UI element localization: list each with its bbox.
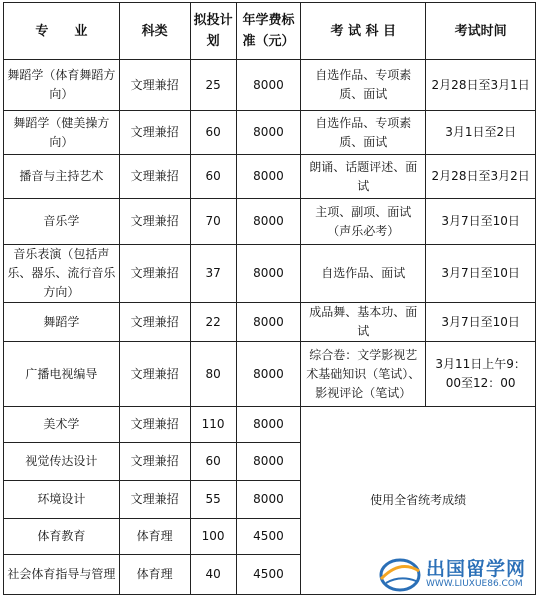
subjects-cell: 自选作品、专项素质、面试 [301, 111, 426, 155]
category-cell: 文理兼招 [119, 443, 190, 481]
category-cell: 体育理 [119, 555, 190, 595]
table-row [4, 199, 536, 245]
admission-table [3, 2, 536, 595]
plan-cell: 60 [190, 111, 236, 155]
site-watermark [378, 551, 534, 595]
header-subjects: 考 试 科 目 [301, 3, 426, 60]
category-cell: 文理兼招 [119, 111, 190, 155]
header-time: 考试时间 [426, 3, 536, 60]
time-cell: 3月7日至10日 [426, 303, 536, 342]
table-row [4, 245, 536, 303]
fee-cell: 8000 [236, 481, 301, 519]
major-cell: 音乐表演（包括声乐、器乐、流行音乐方向） [4, 245, 120, 303]
category-cell: 文理兼招 [119, 245, 190, 303]
fee-cell: 8000 [236, 199, 301, 245]
category-cell: 文理兼招 [119, 481, 190, 519]
watermark-text: 出国留学网 [426, 558, 527, 580]
subjects-cell: 主项、副项、面试（声乐必考） [301, 199, 426, 245]
major-cell: 舞蹈学（体育舞蹈方向） [4, 60, 120, 111]
major-cell: 播音与主持艺术 [4, 155, 120, 199]
table-row [4, 303, 536, 342]
major-cell: 环境设计 [4, 481, 120, 519]
table-row [4, 155, 536, 199]
time-cell: 3月11日上午9：00至12：00 [426, 342, 536, 407]
watermark-url: WWW.LIUXUE86.COM [426, 579, 523, 589]
plan-cell: 25 [190, 60, 236, 111]
plan-cell: 110 [190, 407, 236, 443]
time-cell: 3月7日至10日 [426, 245, 536, 303]
major-cell: 舞蹈学（健美操方向） [4, 111, 120, 155]
plan-cell: 37 [190, 245, 236, 303]
major-cell: 体育教育 [4, 519, 120, 555]
fee-cell: 4500 [236, 555, 301, 595]
plan-cell: 100 [190, 519, 236, 555]
subjects-cell: 综合卷：文学影视艺术基础知识（笔试）、影视评论（笔试） [301, 342, 426, 407]
table-row [4, 60, 536, 111]
fee-cell: 8000 [236, 60, 301, 111]
time-cell: 3月1日至2日 [426, 111, 536, 155]
category-cell: 文理兼招 [119, 303, 190, 342]
subjects-cell: 自选作品、专项素质、面试 [301, 60, 426, 111]
header-row [4, 3, 536, 60]
fee-cell: 4500 [236, 519, 301, 555]
time-cell: 3月7日至10日 [426, 199, 536, 245]
category-cell: 文理兼招 [119, 407, 190, 443]
major-cell: 舞蹈学 [4, 303, 120, 342]
fee-cell: 8000 [236, 111, 301, 155]
subjects-cell: 朗诵、话题评述、面试 [301, 155, 426, 199]
major-cell: 美术学 [4, 407, 120, 443]
plan-cell: 70 [190, 199, 236, 245]
major-cell: 广播电视编导 [4, 342, 120, 407]
fee-cell: 8000 [236, 155, 301, 199]
table-row [4, 111, 536, 155]
time-cell: 2月28日至3月1日 [426, 60, 536, 111]
plan-cell: 40 [190, 555, 236, 595]
table-row [4, 342, 536, 407]
merged-note-cell: 使用全省统考成绩 [301, 407, 536, 595]
category-cell: 文理兼招 [119, 342, 190, 407]
header-category: 科类 [119, 3, 190, 60]
fee-cell: 8000 [236, 245, 301, 303]
header-plan: 拟投计划 [190, 3, 236, 60]
major-cell: 音乐学 [4, 199, 120, 245]
fee-cell: 8000 [236, 303, 301, 342]
category-cell: 文理兼招 [119, 199, 190, 245]
table-row [4, 407, 536, 443]
plan-cell: 60 [190, 443, 236, 481]
time-cell: 2月28日至3月2日 [426, 155, 536, 199]
category-cell: 体育理 [119, 519, 190, 555]
plan-cell: 22 [190, 303, 236, 342]
fee-cell: 8000 [236, 407, 301, 443]
subjects-cell: 自选作品、面试 [301, 245, 426, 303]
fee-cell: 8000 [236, 342, 301, 407]
category-cell: 文理兼招 [119, 155, 190, 199]
header-major: 专 业 [4, 3, 120, 60]
fee-cell: 8000 [236, 443, 301, 481]
major-cell: 社会体育指导与管理 [4, 555, 120, 595]
plan-cell: 55 [190, 481, 236, 519]
subjects-cell: 成品舞、基本功、面试 [301, 303, 426, 342]
header-fee: 年学费标准（元） [236, 3, 301, 60]
major-cell: 视觉传达设计 [4, 443, 120, 481]
category-cell: 文理兼招 [119, 60, 190, 111]
plan-cell: 80 [190, 342, 236, 407]
plan-cell: 60 [190, 155, 236, 199]
globe-swoosh-icon [378, 553, 422, 593]
